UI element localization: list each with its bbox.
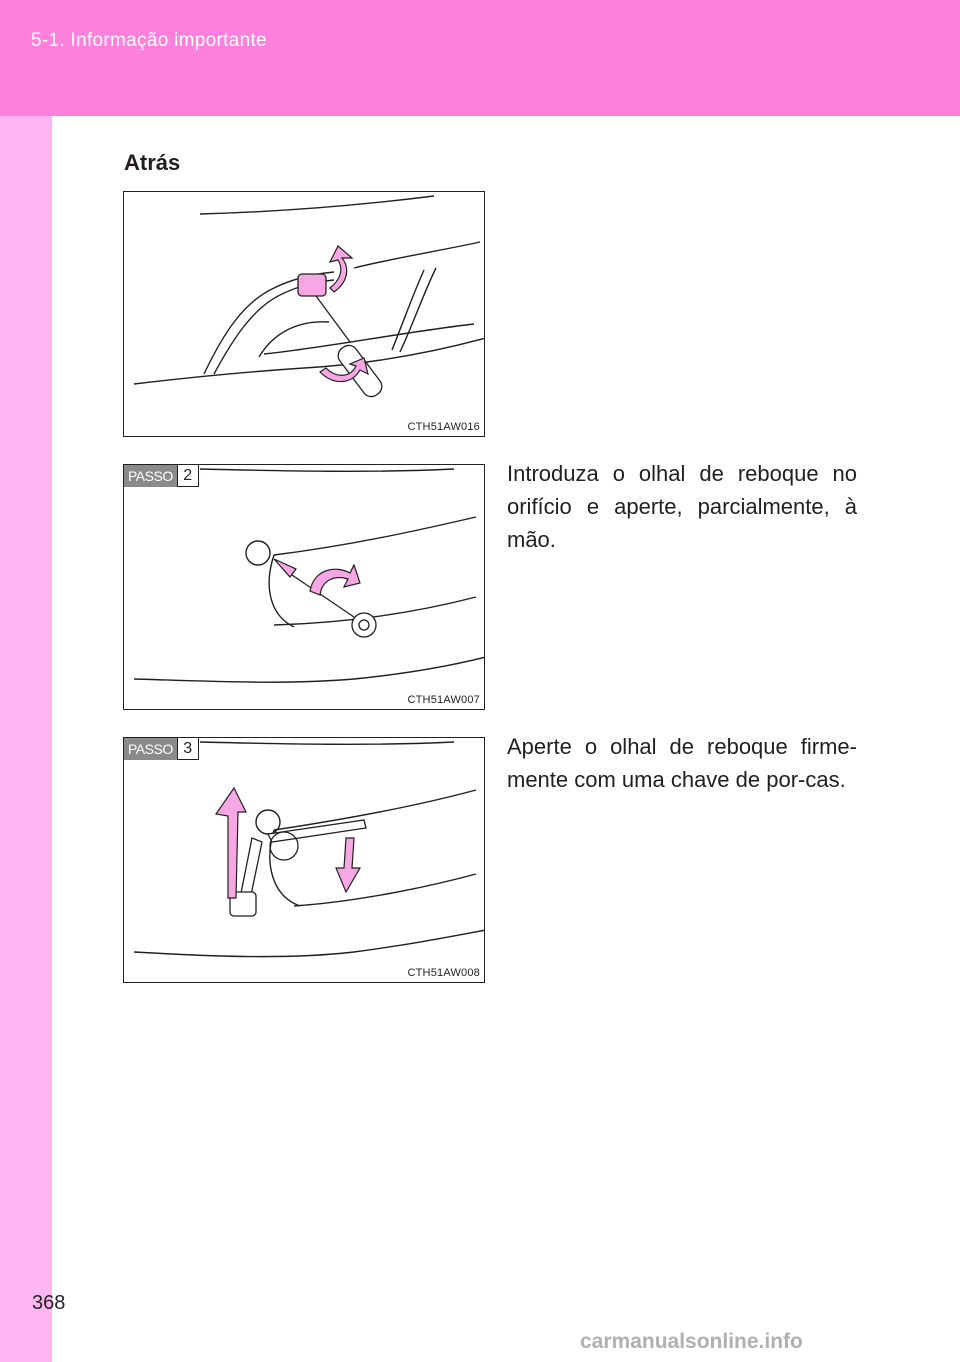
figure-remove-cover — [123, 191, 485, 437]
figure-code: CTH51AW016 — [407, 421, 480, 433]
step-2-text: Introduza o olhal de reboque no orifício e aperte, parcialmente, à mão. — [507, 461, 857, 552]
watermark: carmanualsonline.info — [580, 1330, 803, 1353]
eyelet-tighten-illustration — [124, 738, 485, 983]
figure-tighten-eyelet — [123, 737, 485, 983]
step-badge — [124, 738, 199, 760]
figure-insert-eyelet — [123, 464, 485, 710]
chapter-sidebar — [0, 116, 52, 1362]
eyelet-insert-illustration — [124, 465, 485, 710]
step-badge — [124, 465, 199, 487]
section-title: 5-1. Informação importante — [31, 30, 267, 51]
step-badge-number: 3 — [177, 738, 199, 760]
page-number: 368 — [32, 1292, 66, 1314]
cover-removal-illustration — [124, 192, 485, 437]
step-badge-number: 2 — [177, 465, 199, 487]
page-heading: Atrás — [124, 150, 181, 175]
step-3-text: Aperte o olhal de reboque firme-mente com uma chave de por-cas. — [507, 734, 857, 792]
header-bar — [0, 0, 960, 116]
step-badge-label: PASSO — [124, 465, 177, 487]
step-badge-label: PASSO — [124, 738, 177, 760]
step-3-instructions — [507, 730, 857, 796]
step-2-instructions — [507, 457, 857, 556]
figure-code: CTH51AW008 — [407, 967, 480, 979]
figure-code: CTH51AW007 — [407, 694, 480, 706]
